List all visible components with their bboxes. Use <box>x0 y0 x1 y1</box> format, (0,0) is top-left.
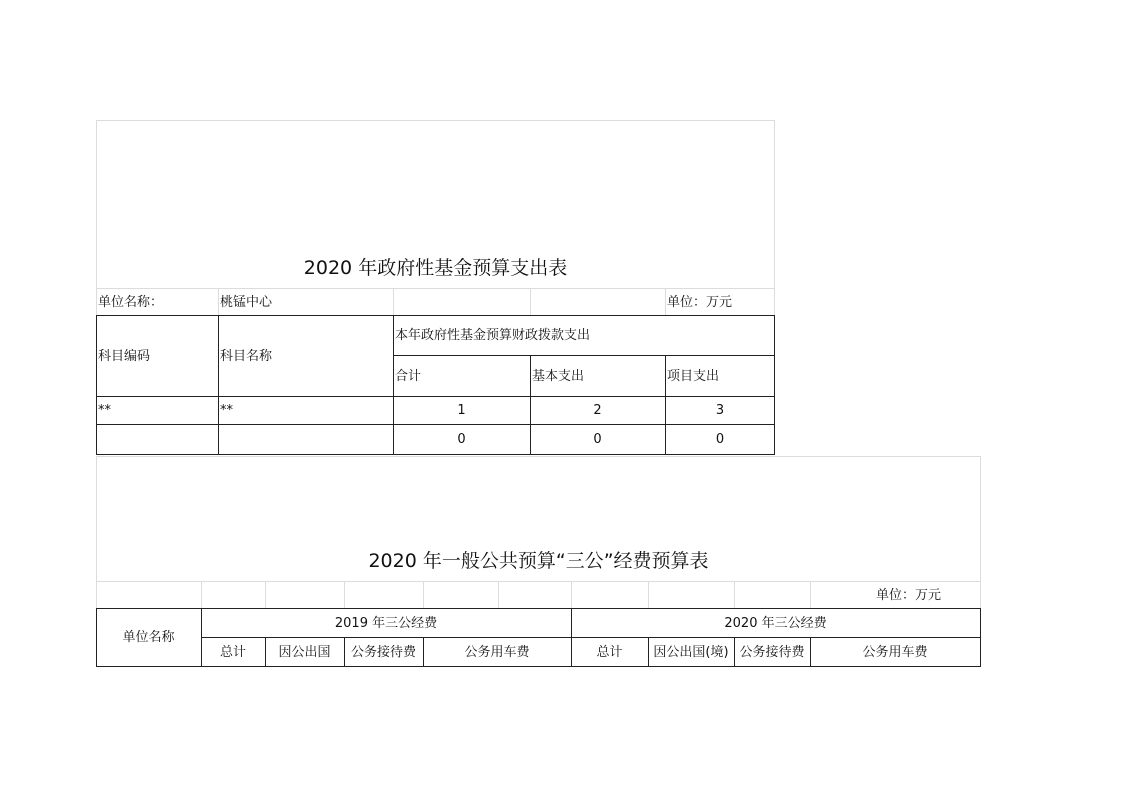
table-row-1-basic: 2 <box>593 403 602 418</box>
header-2020-reception: 公务接待费 <box>739 644 805 660</box>
header-code: 科目编码 <box>98 348 151 364</box>
header-unit-name: 单位名称 <box>122 630 175 645</box>
unit-label: 单位：万元 <box>667 294 733 310</box>
header-total: 合计 <box>395 368 422 384</box>
header-project: 项目支出 <box>667 368 720 384</box>
header-group: 本年政府性基金预算财政拨款支出 <box>395 328 591 343</box>
table-row-1-name: ** <box>220 403 233 418</box>
table-row-2-name <box>218 425 393 454</box>
header-2019-overseas: 因公出国 <box>278 644 331 660</box>
header-2020-overseas: 因公出国(境) <box>653 644 729 660</box>
table-row-1-project: 3 <box>715 403 725 418</box>
header-name: 科目名称 <box>220 348 273 364</box>
table1-title: 2020 年政府性基金预算支出表 <box>303 257 568 279</box>
unit-name-value: 桃锰中心 <box>220 294 273 310</box>
table-row-2-basic: 0 <box>593 432 602 447</box>
table2-title: 2020 年一般公共预算“三公”经费预算表 <box>368 550 709 572</box>
header-2019-total: 总计 <box>219 644 246 660</box>
table-row-2-total: 0 <box>457 432 466 447</box>
table-row-2-project: 0 <box>715 432 725 447</box>
header-basic: 基本支出 <box>532 368 585 384</box>
header-2020-total: 总计 <box>596 644 623 660</box>
header-2019-reception: 公务接待费 <box>350 644 416 660</box>
header-2019: 2019 年三公经费 <box>334 615 438 631</box>
header-2020: 2020 年三公经费 <box>724 615 827 631</box>
table-row-2-code <box>96 425 218 454</box>
table-row-1-code: ** <box>98 403 111 418</box>
table-row-1-total: 1 <box>457 403 466 418</box>
table2-unit-label: 单位：万元 <box>876 587 942 603</box>
header-2019-vehicle: 公务用车费 <box>464 644 530 660</box>
unit-name-label: 单位名称： <box>98 294 164 310</box>
header-2020-vehicle: 公务用车费 <box>862 644 928 660</box>
